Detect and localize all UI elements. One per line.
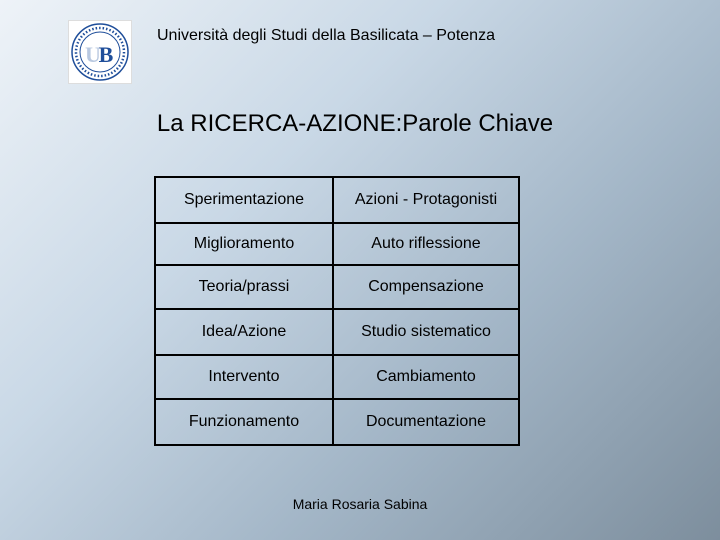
table-cell: Intervento [155,355,333,399]
svg-text:B: B [98,42,114,67]
table-row [155,399,519,445]
university-seal-icon [69,21,131,83]
table-cell: Studio sistematico [333,309,519,355]
page-title: La RICERCA-AZIONE:Parole Chiave [156,110,554,137]
table-cell: Miglioramento [155,223,333,265]
table-cell: Compensazione [333,265,519,309]
table-cell: Funzionamento [155,399,333,445]
table-row [155,309,519,355]
table-cell: Sperimentazione [155,177,333,223]
table-row [155,265,519,309]
table-cell: Auto riflessione [333,223,519,265]
university-logo [68,20,132,84]
table-row [155,177,519,223]
table-row [155,355,519,399]
table-row [155,223,519,265]
keywords-table [154,176,520,446]
university-name: Università degli Studi della Basilicata – Potenza [157,27,495,44]
table-cell: Documentazione [333,399,519,445]
table-cell: Idea/Azione [155,309,333,355]
author-name: Maria Rosaria Sabina [292,496,428,512]
table-cell: Teoria/prassi [155,265,333,309]
table-cell: Azioni - Protagonisti [333,177,519,223]
svg-text:U: U [85,42,101,67]
table-cell: Cambiamento [333,355,519,399]
